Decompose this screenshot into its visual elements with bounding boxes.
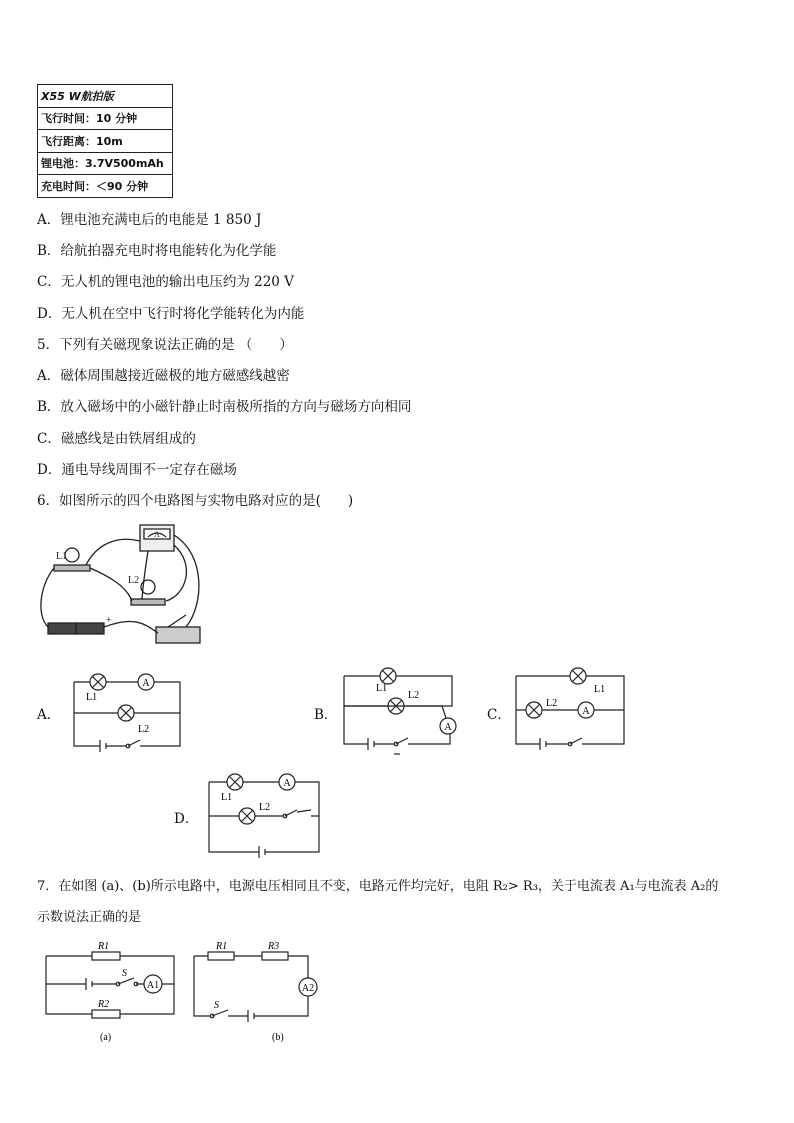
circuit-figure-b xyxy=(188,940,328,1045)
l1-label: L1 xyxy=(376,683,388,694)
q7-stem-line2: 示数说法正确的是 xyxy=(37,910,142,925)
q5-stem: 5．下列有关磁现象说法正确的是 （ ） xyxy=(37,337,293,353)
r1-label: R1 xyxy=(216,941,228,952)
r1-label: R1 xyxy=(98,941,110,952)
physical-circuit-illustration xyxy=(36,515,226,655)
q6-option-b-label: B． xyxy=(314,707,338,723)
circuit-option-b xyxy=(338,666,463,756)
l2-label: L2 xyxy=(138,724,150,735)
q5-option-b: B．放入磁场中的小磁针静止时南极所指的方向与磁场方向相同 xyxy=(37,399,412,415)
fig-b-label: (b) xyxy=(272,1032,284,1043)
q4-option-b: B．给航拍器充电时将电能转化为化学能 xyxy=(37,243,277,259)
ammeter-label: A xyxy=(142,678,150,689)
circuit-option-d xyxy=(203,770,328,862)
spec-cell: 飞行时间：10 分钟 xyxy=(38,107,173,130)
switch-label: S xyxy=(214,1000,219,1011)
q6-option-a-label: A． xyxy=(37,707,61,723)
spec-table xyxy=(37,84,173,198)
l2-label: L2 xyxy=(408,690,420,701)
circuit-figure-a xyxy=(40,940,180,1045)
ammeter-label: A xyxy=(283,778,291,789)
circuit-option-a xyxy=(70,668,185,753)
ammeter-label: A xyxy=(582,706,590,717)
spec-cell: X55 W航拍版 xyxy=(38,85,173,108)
ammeter-label: A xyxy=(444,722,452,733)
a1-label: A1 xyxy=(146,980,160,991)
l2-label: L2 xyxy=(128,575,140,586)
l1-label: L1 xyxy=(56,551,68,562)
l1-label: L1 xyxy=(594,684,606,695)
a2-label: A2 xyxy=(301,983,315,994)
l2-label: L2 xyxy=(546,698,558,709)
r2-label: R2 xyxy=(98,999,110,1010)
q7-stem-line1: 7．在如图 (a)、(b)所示电路中，电源电压相同且不变，电路元件均完好，电阻 R₂> R₃，关于电流表 A₁与电流表 A₂的 xyxy=(37,879,719,894)
q6-stem: 6．如图所示的四个电路图与实物电路对应的是( ) xyxy=(37,493,354,509)
q4-option-a: A．锂电池充满电后的电能是 1 850 J xyxy=(37,212,262,228)
q4-option-c: C．无人机的锂电池的输出电压约为 220 V xyxy=(37,274,294,290)
circuit-option-c xyxy=(510,666,630,751)
fig-a-label: (a) xyxy=(100,1032,112,1043)
r3-label: R3 xyxy=(268,941,280,952)
ammeter-label: A xyxy=(154,530,160,539)
l1-label: L1 xyxy=(221,792,233,803)
spec-cell: 锂电池：3.7V500mAh xyxy=(38,152,173,175)
switch-label: S xyxy=(122,968,127,979)
q6-option-d-label: D． xyxy=(174,811,199,827)
q5-option-d: D．通电导线周围不一定存在磁场 xyxy=(37,462,237,478)
svg-text:+: + xyxy=(106,615,112,626)
spec-cell: 飞行距离：10m xyxy=(38,130,173,153)
q5-option-c: C．磁感线是由铁屑组成的 xyxy=(37,431,196,447)
q5-option-a: A．磁体周围越接近磁极的地方磁感线越密 xyxy=(37,368,290,384)
spec-cell: 充电时间：＜90 分钟 xyxy=(38,175,173,198)
q6-option-c-label: C． xyxy=(487,707,511,723)
q4-option-d: D．无人机在空中飞行时将化学能转化为内能 xyxy=(37,306,305,322)
l2-label: L2 xyxy=(259,802,271,813)
l1-label: L1 xyxy=(86,692,98,703)
